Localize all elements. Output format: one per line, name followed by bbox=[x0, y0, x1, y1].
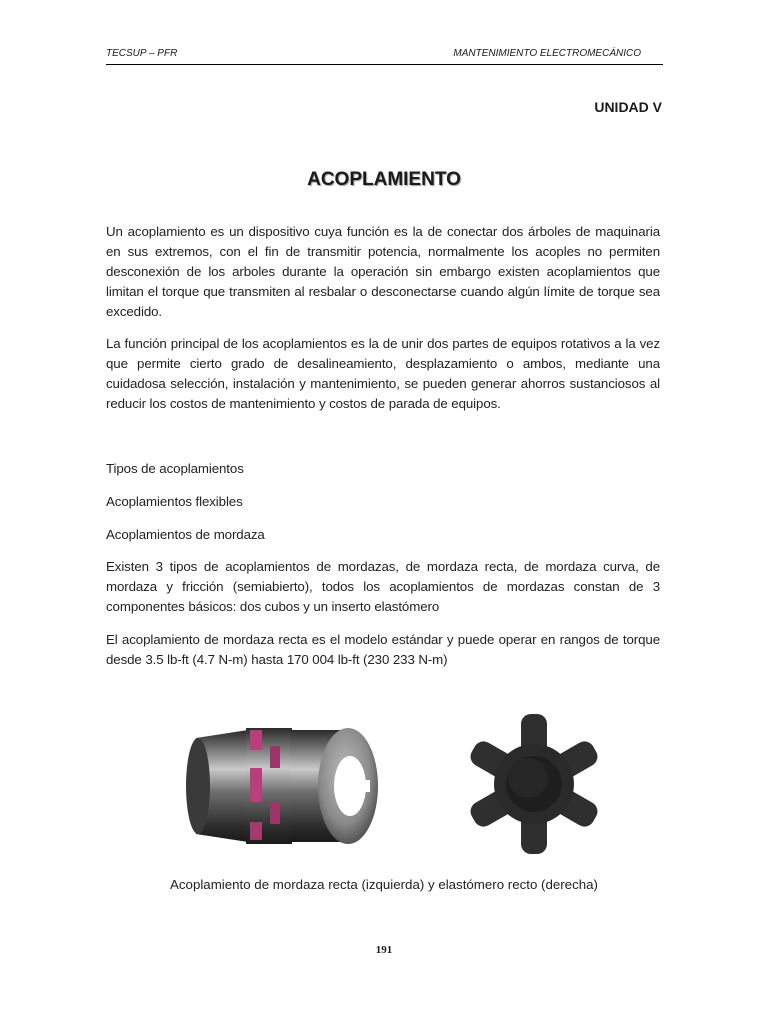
line-types: Tipos de acoplamientos bbox=[106, 461, 244, 476]
spider-insert bbox=[270, 802, 280, 824]
unit-label: UNIDAD V bbox=[594, 99, 662, 115]
page-header bbox=[106, 46, 663, 65]
line-flexible: Acoplamientos flexibles bbox=[106, 494, 243, 509]
spider-insert bbox=[250, 730, 262, 750]
page-number: 191 bbox=[375, 944, 393, 956]
paragraph-definition: Un acoplamiento es un dispositivo cuya función es la de conectar dos árboles de maquinaria en sus extremos, con el fin de transmitir potencia, normalmente los acoples no permiten desconexión de los arboles durante la operación sin embargo existen acoplamientos que limitan el torque que transmiten al resbalar o desconectarse cuando algún límite de torque sea excedido. bbox=[106, 224, 660, 319]
elastomer-spider-image bbox=[458, 710, 610, 858]
spider-insert bbox=[250, 822, 262, 840]
figure bbox=[178, 708, 618, 860]
jaw-coupling-image bbox=[178, 710, 384, 860]
header-right: MANTENIMIENTO ELECTROMECÁNICO bbox=[453, 48, 641, 59]
paragraph-function: La función principal de los acoplamientos es la de unir dos partes de equipos rotativos a la vez que permite cierto grado de desalineamiento, desplazamiento o ambos, mediante una cuidadosa selección, instalación y mantenimiento, se pueden generar ahorros sustanciosos al reducir los costos de mantenimiento y costos de parada de equipos. bbox=[106, 336, 660, 411]
header-left: TECSUP – PFR bbox=[106, 48, 178, 59]
spider-insert bbox=[270, 746, 280, 768]
paragraph-straight-jaw: El acoplamiento de mordaza recta es el modelo estándar y puede operar en rangos de torque desde 3.5 lb-ft (4.7 N-m) hasta 170 004 lb-ft (230 233 N-m) bbox=[106, 632, 660, 667]
figure-caption: Acoplamiento de mordaza recta (izquierda) y elastómero recto (derecha) bbox=[170, 877, 598, 892]
paragraph-jaw-types: Existen 3 tipos de acoplamientos de mordazas, de mordaza recta, de mordaza curva, de mordaza y fricción (semiabierto), todos los acoplamientos de mordazas constan de 3 componentes básicos: dos cubos y un inserto elastómero bbox=[106, 559, 660, 614]
line-jaw: Acoplamientos de mordaza bbox=[106, 527, 265, 542]
page-title: ACOPLAMIENTO bbox=[307, 169, 461, 190]
spider-insert bbox=[250, 768, 262, 802]
